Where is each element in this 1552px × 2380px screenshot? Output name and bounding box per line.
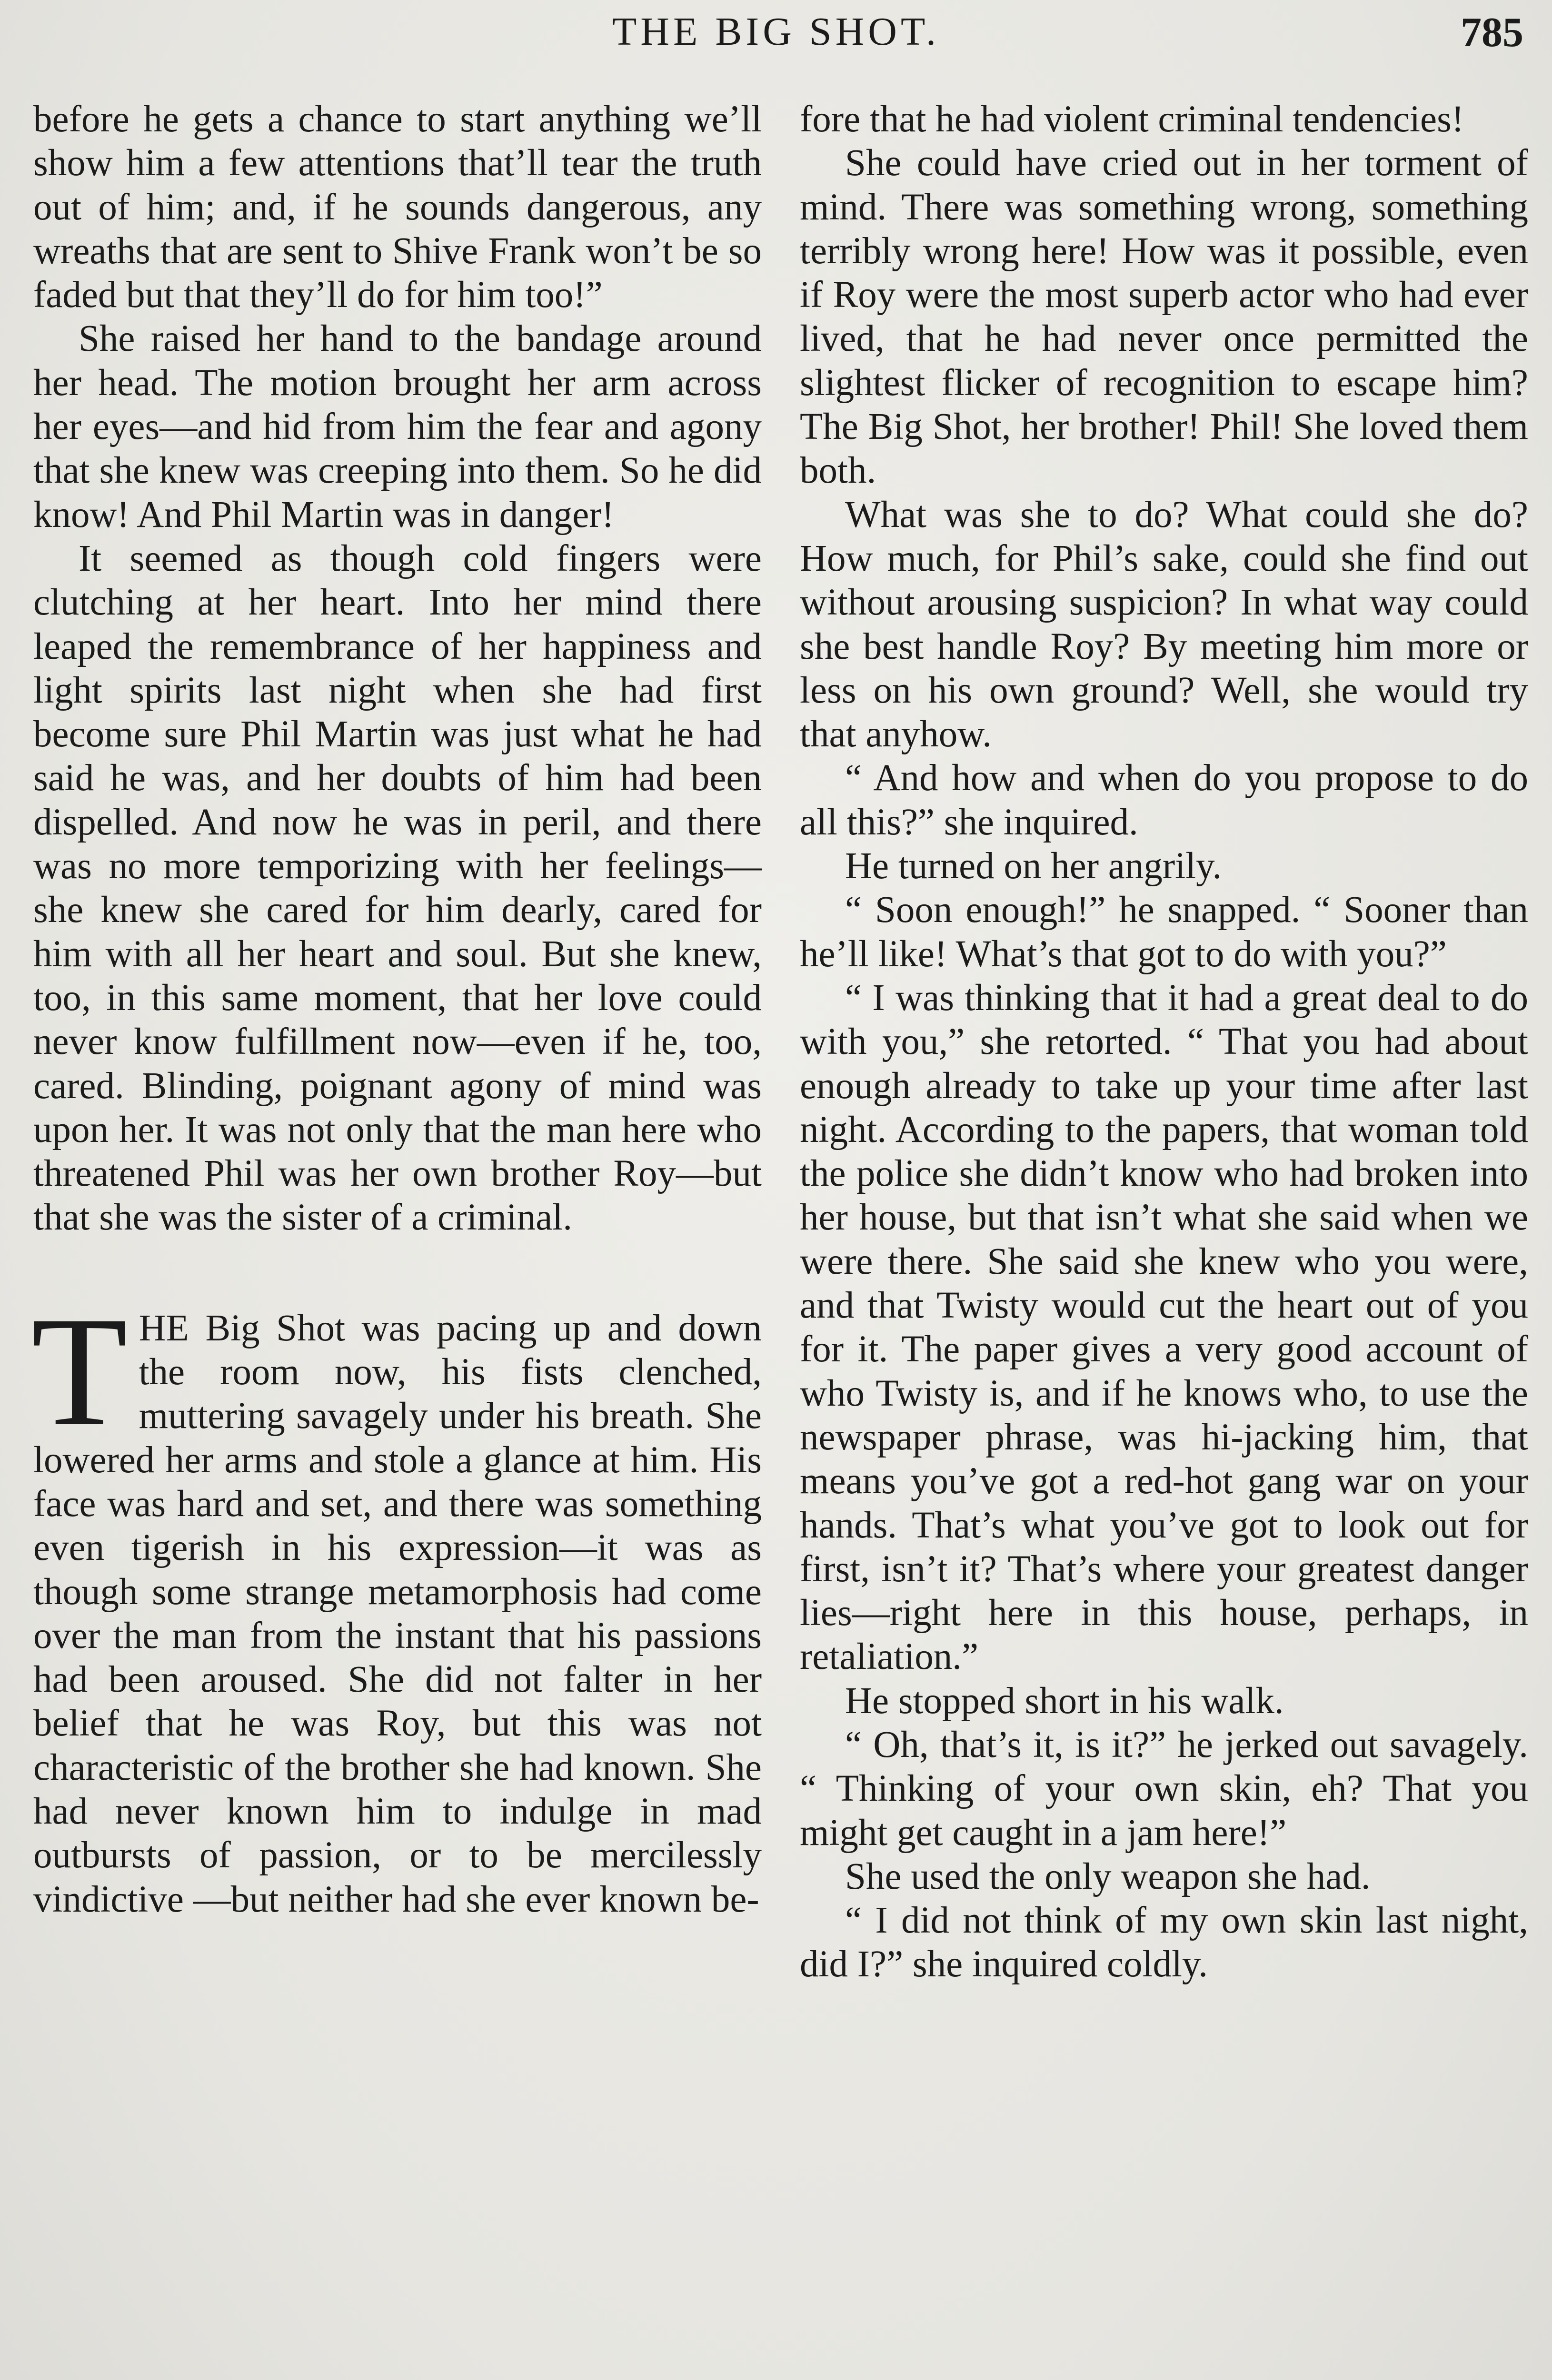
paragraph: “ Oh, that’s it, is it?” he jerked out savagely. “ Thinking of your own skin, eh? That you might get caught in a jam here!” <box>800 1724 1528 1854</box>
paragraph: She could have cried out in her torment of mind. There was something wrong, something terribly wrong here! How was it possible, even if Roy were the most superb actor who had ever lived, that he had never once permitted the slightest flicker of recognition to escape him? The Big Shot, her brother! Phil! She loved them both. <box>800 142 1528 492</box>
paragraph: What was she to do? What could she do? How much, for Phil’s sake, could she find out without arousing suspicion? In what way could she best handle Roy? By meeting him more or less on his own ground? Well, she would try that anyhow. <box>800 494 1528 755</box>
paragraph: fore that he had violent criminal tendencies! <box>800 99 1464 140</box>
left-column <box>33 98 762 1922</box>
drop-cap: T <box>31 1284 128 1458</box>
paragraph-text: HE Big Shot was pacing up and down the room now, his fists clenched, muttering savagely under his breath. She lowered her arms and stole a glance at him. His face was hard and set, and there was something even tigerish in his expression—it was as though some strange metamorphosis had come over the man from the instant that his passions had been aroused. She did not falter in her belief that he was Roy, but this was not characteristic of the brother she had known. She had never known him to indulge in mad outbursts of passion, or to be mercilessly vindictive —but neither had she ever known be- <box>33 1307 762 1920</box>
paragraph: She used the only weapon she had. <box>845 1855 1371 1897</box>
paragraph: before he gets a chance to start anything we’ll show him a few attentions that’ll tear the truth out of him; and, if he sounds dangerous, any wreaths that are sent to Shive Frank won’t be so faded but that they’ll do for him too!” <box>33 99 762 316</box>
right-column <box>800 98 1528 1987</box>
paragraph: “ I was thinking that it had a great deal to do with you,” she retorted. “ That you had about enough already to take up your time after last night. According to the papers, that woman told the police she didn’t know who had broken into her house, but that isn’t what she said when we were there. She said she knew who you were, and that Twisty would cut the heart out of you for it. The paper gives a very good account of who Twisty is, and if he knows who, to use the newspaper phrase, was hi-jacking him, that means you’ve got a red-hot gang war on your hands. That’s what you’ve got to look out for first, isn’t it? That’s where your greatest danger lies—right here in this house, perhaps, in retaliation.” <box>800 977 1528 1678</box>
paragraph: “ I did not think of my own skin last night, did I?” she inquired coldly. <box>800 1900 1528 1985</box>
paragraph: She raised her hand to the bandage around her head. The motion brought her arm across her eyes—and hid from him the fear and agony that she knew was creeping into them. So he did know! And Phil Martin was in danger! <box>33 318 762 536</box>
page-number: 785 <box>1461 10 1523 56</box>
running-header-title: THE BIG SHOT. <box>612 10 940 54</box>
paragraph: He turned on her angrily. <box>845 845 1222 887</box>
section-break <box>33 1240 762 1307</box>
paragraph: He stopped short in his walk. <box>845 1680 1284 1722</box>
paragraph: It seemed as though cold fingers were clutching at her heart. Into her mind there leaped the remembrance of her happiness and light spirits last night when she had first become sure Phil Martin was just what he had said he was, and her doubts of him had been dispelled. And now he was in peril, and there was no more temporizing with her feelings—she knew she cared for him dearly, cared for him with all her heart and soul. But she knew, too, in this same moment, that her love could never know fulfillment now—even if he, too, cared. Blinding, poignant agony of mind was upon her. It was not only that the man here who threatened Phil was her own brother Roy—but that she was the sister of a criminal. <box>33 537 762 1239</box>
paragraph-with-drop-cap <box>31 1284 762 1922</box>
paragraph: “ And how and when do you propose to do all this?” she inquired. <box>800 757 1528 843</box>
paragraph: “ Soon enough!” he snapped. “ Sooner than he’ll like! What’s that got to do with you?” <box>800 889 1528 975</box>
